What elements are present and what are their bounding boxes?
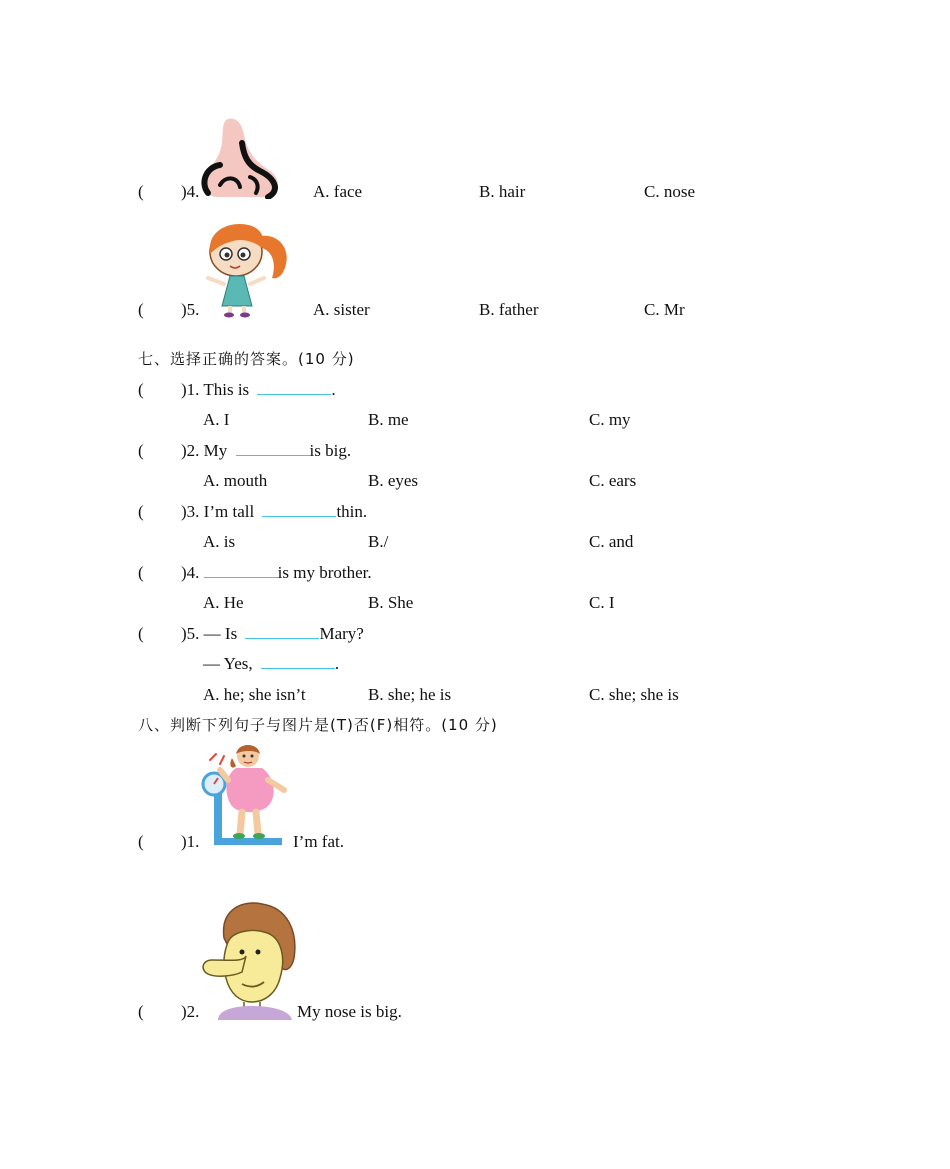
answer-paren[interactable]: ( [138,832,144,851]
answer-paren[interactable]: ( [138,380,144,399]
judge-sentence: I’m fat. [293,832,344,851]
options-row [0,469,950,493]
section7-heading-row [0,347,950,371]
question-row [0,500,950,524]
question-text: is my brother. [277,563,372,582]
section-heading: 七、选择正确的答案。(10 分) [138,350,355,368]
question-text: thin. [336,502,368,521]
question-row [0,378,950,402]
options-row [0,530,950,554]
answer-paren[interactable]: ( [138,1002,144,1021]
answer-blank[interactable] [245,623,319,639]
question-row [0,180,950,204]
option-c[interactable]: C. and [589,532,634,551]
answer-paren[interactable]: ( [138,563,144,582]
answer-paren[interactable]: ( [138,182,144,201]
answer-blank[interactable] [262,501,336,517]
options-row [0,591,950,615]
question-text: This is [203,380,254,399]
question-line [203,652,339,676]
question-number: )4. [181,182,200,201]
question-text: . [334,654,340,673]
option-c[interactable]: C. I [589,593,615,612]
option-c[interactable]: C. nose [644,182,695,201]
question-row [0,298,950,322]
judge-sentence: My nose is big. [297,1002,402,1021]
question-line [181,439,351,463]
question-row-2 [0,652,950,676]
question-text: Mary? [319,624,364,643]
answer-paren[interactable]: ( [138,624,144,643]
judge-row [0,1000,950,1024]
question-line [181,622,364,646]
question-row [0,622,950,646]
option-a[interactable]: A. mouth [203,471,268,490]
option-a[interactable]: A. is [203,532,236,551]
answer-blank[interactable] [236,440,310,456]
question-number: )2. [181,1002,200,1021]
option-a[interactable]: A. he; she isn’t [203,685,306,704]
answer-paren[interactable]: ( [138,441,144,460]
option-b[interactable]: B./ [368,532,389,551]
option-b[interactable]: B. hair [479,182,526,201]
judge-row [0,830,950,854]
answer-paren[interactable]: ( [138,300,144,319]
question-number: )4. [181,563,204,582]
option-b[interactable]: B. eyes [368,471,419,490]
question-text: My [203,441,232,460]
answer-paren[interactable]: ( [138,502,144,521]
question-row [0,561,950,585]
question-text: — Is [203,624,242,643]
question-text: . [331,380,336,399]
option-c[interactable]: C. ears [589,471,637,490]
options-row [0,683,950,707]
question-line [181,561,372,585]
question-line [181,500,367,524]
option-b[interactable]: B. me [368,410,409,429]
section-heading: 八、判断下列句子与图片是(T)否(F)相符。(10 分) [138,716,498,734]
option-c[interactable]: C. she; she is [589,685,679,704]
question-number: )1. [181,380,204,399]
question-row [0,439,950,463]
question-number: )5. [181,300,200,319]
option-b[interactable]: B. she; he is [368,685,452,704]
answer-blank[interactable] [257,379,331,395]
question-text: I’m tall [203,502,259,521]
answer-blank[interactable] [204,562,278,578]
section8-heading-row [0,713,950,737]
question-line [181,378,336,402]
option-a[interactable]: A. He [203,593,244,612]
option-b[interactable]: B. father [479,300,539,319]
option-c[interactable]: C. my [589,410,631,429]
question-number: )2. [181,441,204,460]
options-row [0,408,950,432]
question-number: )1. [181,832,200,851]
option-c[interactable]: C. Mr [644,300,685,319]
option-b[interactable]: B. She [368,593,414,612]
option-a[interactable]: A. sister [313,300,370,319]
question-number: )3. [181,502,204,521]
answer-blank[interactable] [261,653,335,669]
option-a[interactable]: A. I [203,410,230,429]
question-text: — Yes, [203,654,257,673]
question-number: )5. [181,624,204,643]
question-text: is big. [309,441,352,460]
option-a[interactable]: A. face [313,182,363,201]
